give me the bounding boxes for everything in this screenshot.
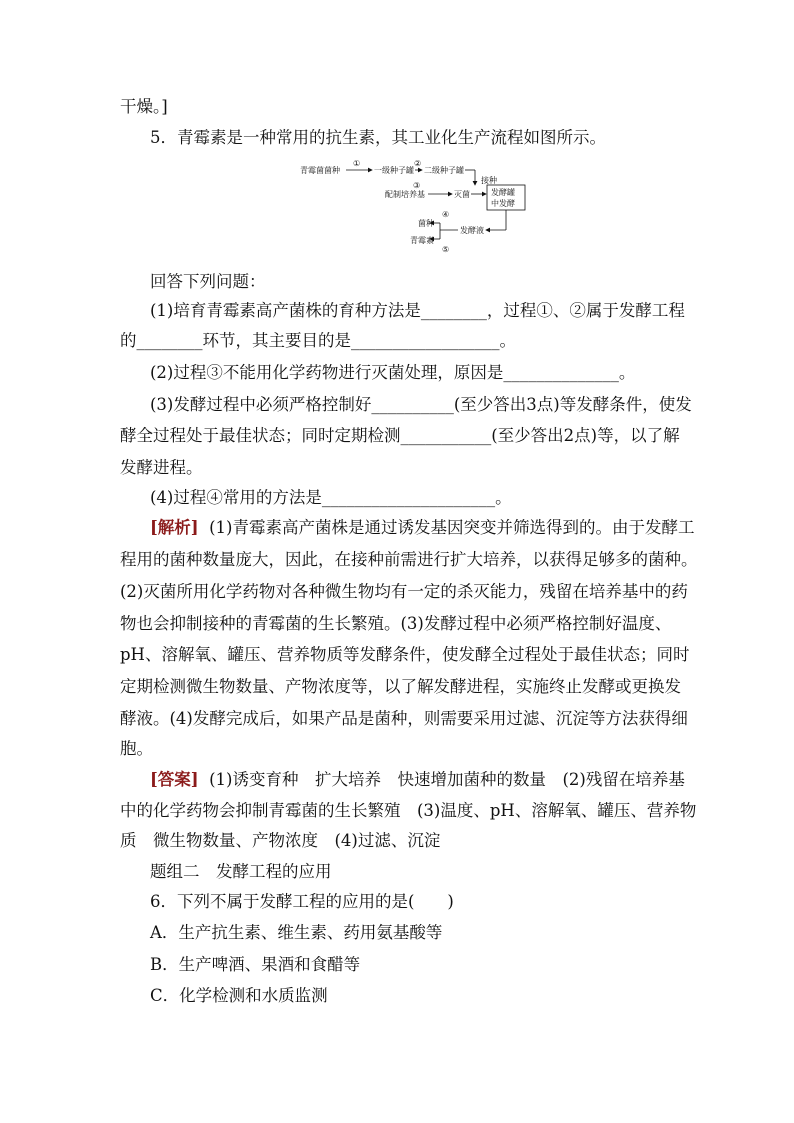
analysis-line: 物也会抑制接种的青霉菌的生长繁殖。(3)发酵过程中必须严格控制好温度、	[120, 614, 672, 633]
penicillin-process-diagram	[290, 155, 530, 260]
diagram-medium-label: 配制培养基	[385, 190, 425, 199]
text-line: 干燥。]	[120, 97, 168, 116]
diagram-liquid-label: 发酵液	[460, 226, 484, 235]
analysis-tag: [解析]	[150, 518, 199, 537]
question-line: 的________环节，其主要目的是__________________。	[120, 331, 516, 350]
answer-line: 中的化学药物会抑制青霉菌的生长繁殖 (3)温度、pH、溶解氧、罐压、营养物	[120, 801, 697, 820]
option-a: A．生产抗生素、维生素、药用氨基酸等	[150, 923, 443, 942]
question-line: (4)过程④常用的方法是_____________________。	[150, 488, 512, 507]
diagram-sterilize-label: 灭菌	[454, 190, 470, 199]
analysis-line: 胞。	[120, 739, 153, 758]
question-line: (1)培育青霉素高产菌株的育种方法是________，过程①、②属于发酵工程	[150, 301, 685, 320]
diagram-inoculate-label: 接种	[481, 176, 497, 185]
analysis-text: (1)青霉素高产菌株是通过诱发基因突变并筛选得到的。由于发酵工	[209, 518, 695, 537]
option-b: B．生产啤酒、果酒和食醋等	[150, 955, 361, 974]
diagram-fermenter-label: 发酵罐	[491, 188, 515, 197]
answer-line: 质 微生物数量、产物浓度 (4)过滤、沉淀	[120, 831, 441, 850]
answer-text: (1)诱变育种 扩大培养 快速增加菌种的数量 (2)残留在培养基	[209, 770, 685, 789]
diagram-seed1-label: 一级种子罐	[374, 166, 414, 175]
option-c: C．化学检测和水质监测	[150, 986, 328, 1005]
question-line: 发酵进程。	[120, 458, 203, 477]
diagram-step-4: ④	[442, 210, 450, 219]
analysis-line: 程用的菌种数量庞大，因此，在接种前需进行扩大培养，以获得足够多的菌种。	[120, 550, 698, 569]
question-5-stem: 5．青霉素是一种常用的抗生素，其工业化生产流程如图所示。	[150, 128, 606, 147]
question-line: (3)发酵过程中必须严格控制好__________(至少答出3点)等发酵条件，使发	[150, 395, 692, 414]
diagram-step-3: ③	[413, 181, 421, 190]
section-heading: 题组二 发酵工程的应用	[150, 862, 332, 881]
question-6-stem: 6．下列不属于发酵工程的应用的是( )	[150, 892, 454, 911]
diagram-step-1: ①	[353, 159, 361, 168]
diagram-fermenter-label-2: 中发酵	[491, 199, 515, 208]
analysis-line: 酵液。(4)发酵完成后，如果产品是菌种，则需要采用过滤、沉淀等方法获得细	[120, 709, 688, 728]
instruction: 回答下列问题：	[150, 272, 266, 291]
analysis-line	[150, 518, 695, 538]
analysis-line: pH、溶解氧、罐压、营养物质等发酵条件，使发酵全过程处于最佳状态；同时	[120, 645, 690, 664]
diagram-strain-label: 青霉菌菌种	[300, 166, 340, 175]
analysis-line: (2)灭菌所用化学药物对各种微生物均有一定的杀灭能力，残留在培养基中的药	[120, 582, 688, 601]
diagram-cells-label: 菌种	[418, 219, 434, 228]
answer-tag: [答案]	[150, 770, 199, 789]
diagram-step-5: ⑤	[442, 245, 450, 254]
diagram-seed2-label: 二级种子罐	[424, 166, 464, 175]
answer-line	[150, 770, 685, 790]
analysis-line: 定期检测微生物数量、产物浓度等，以了解发酵进程，实施终止发酵或更换发	[120, 677, 681, 696]
diagram-penicillin-label: 青霉素	[410, 236, 434, 245]
question-line: 酵全过程处于最佳状态；同时定期检测___________(至少答出2点)等，以了解	[120, 426, 680, 445]
question-line: (2)过程③不能用化学药物进行灭菌处理，原因是______________。	[150, 363, 636, 382]
diagram-step-2: ②	[414, 159, 422, 168]
